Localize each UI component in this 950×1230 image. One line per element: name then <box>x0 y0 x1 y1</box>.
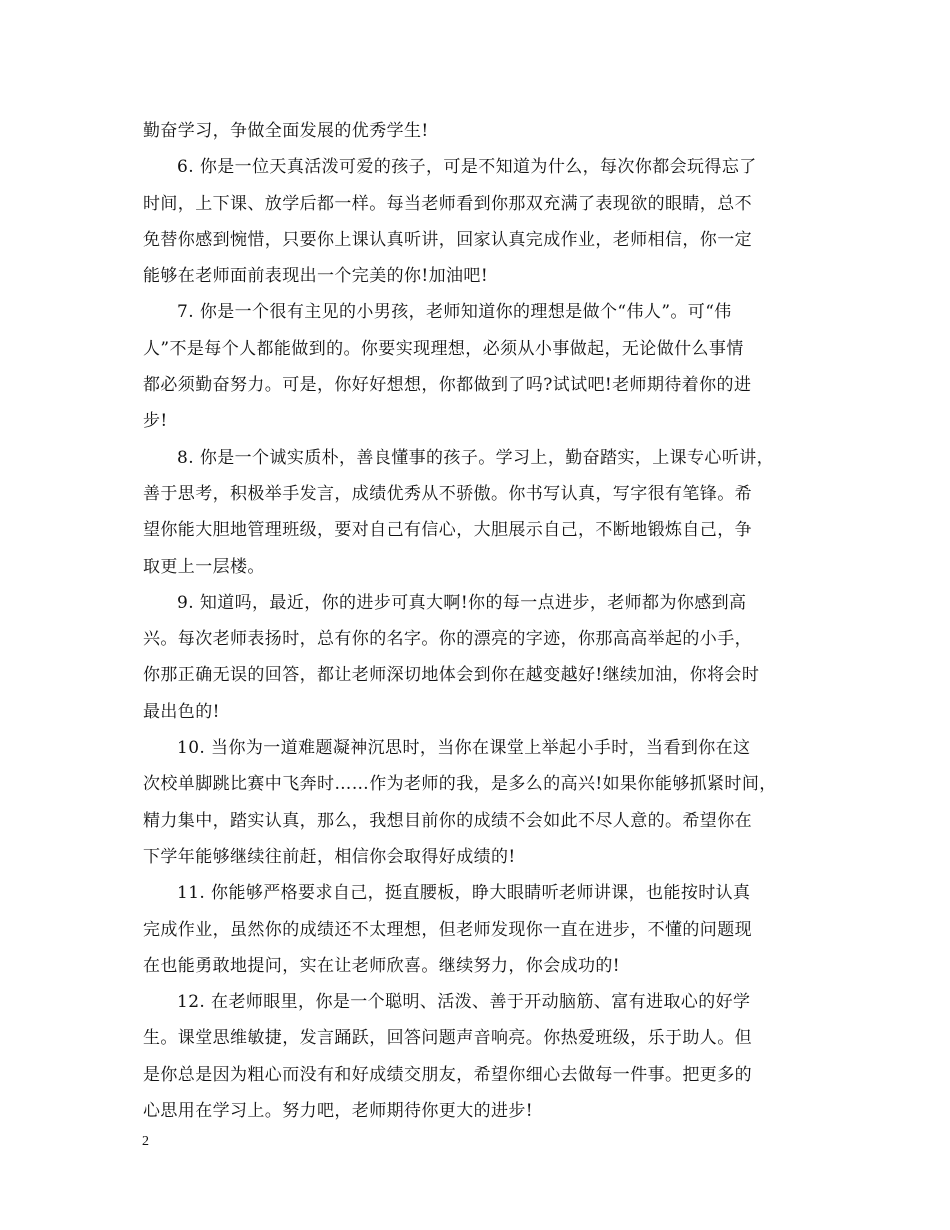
text-line: 望你能大胆地管理班级，要对自己有信心，大胆展示自己，不断地锻炼自己，争 <box>143 520 752 541</box>
text-line: 7. 你是一个很有主见的小男孩，老师知道你的理想是做个“伟人”。可“伟 <box>177 302 732 323</box>
text-line: 精力集中，踏实认真，那么，我想目前你的成绩不会如此不尽人意的。希望你在 <box>143 810 752 831</box>
text-line: 生。课堂思维敏捷，发言踊跃，回答问题声音响亮。你热爱班级，乐于助人。但 <box>143 1028 752 1049</box>
text-line: 取更上一层楼。 <box>143 556 265 577</box>
document-body <box>143 113 815 1129</box>
text-line: 心思用在学习上。努力吧，老师期待你更大的进步! <box>143 1101 534 1122</box>
text-line: 免替你感到惋惜，只要你上课认真听讲，回家认真完成作业，老师相信，你一定 <box>143 229 752 250</box>
text-line: 兴。每次老师表扬时，总有你的名字。你的漂亮的字迹，你那高高举起的小手， <box>143 629 752 650</box>
text-line: 12. 在老师眼里，你是一个聪明、活泼、善于开动脑筋、富有进取心的好学 <box>177 992 751 1013</box>
text-line: 你那正确无误的回答，都让老师深切地体会到你在越变越好!继续加油，你将会时 <box>143 665 760 686</box>
page-number: 2 <box>142 1134 149 1149</box>
text-line: 10. 当你为一道难题凝神沉思时，当你在课堂上举起小手时，当看到你在这 <box>177 738 751 759</box>
text-line: 能够在老师面前表现出一个完美的你!加油吧! <box>143 266 489 287</box>
text-line: 勤奋学习，争做全面发展的优秀学生! <box>143 121 429 141</box>
text-line: 8. 你是一个诚实质朴，善良懂事的孩子。学习上，勤奋踏实，上课专心听讲， <box>177 447 775 468</box>
text-line: 时间，上下课、放学后都一样。每当老师看到你那双充满了表现欲的眼睛，总不 <box>143 193 752 214</box>
text-line: 11. 你能够严格要求自己，挺直腰板，睁大眼睛听老师讲课，也能按时认真 <box>177 883 751 904</box>
text-line: 最出色的! <box>143 701 220 722</box>
text-line: 6. 你是一位天真活泼可爱的孩子，可是不知道为什么，每次你都会玩得忘了 <box>177 157 757 178</box>
text-line: 都必须勤奋努力。可是，你好好想想，你都做到了吗?试试吧!老师期待着你的进 <box>143 375 752 396</box>
text-line: 在也能勇敢地提问，实在让老师欣喜。继续努力，你会成功的! <box>143 955 621 976</box>
text-line: 是你总是因为粗心而没有和好成绩交朋友，希望你细心去做每一件事。把更多的 <box>143 1064 752 1085</box>
text-line: 善于思考，积极举手发言，成绩优秀从不骄傲。你书写认真，写字很有笔锋。希 <box>143 483 752 504</box>
text-line: 9. 知道吗，最近，你的进步可真大啊!你的每一点进步，老师都为你感到高 <box>177 592 747 613</box>
text-line: 下学年能够继续往前赶，相信你会取得好成绩的! <box>143 846 516 867</box>
text-line: 完成作业，虽然你的成绩还不太理想，但老师发现你一直在进步，不懂的问题现 <box>143 919 752 940</box>
text-line: 次校单脚跳比赛中飞奔时……作为老师的我，是多么的高兴!如果你能够抓紧时间， <box>143 774 777 795</box>
text-line: 人”不是每个人都能做到的。你要实现理想，必须从小事做起，无论做什么事情 <box>143 338 744 359</box>
text-line: 步! <box>143 411 168 432</box>
